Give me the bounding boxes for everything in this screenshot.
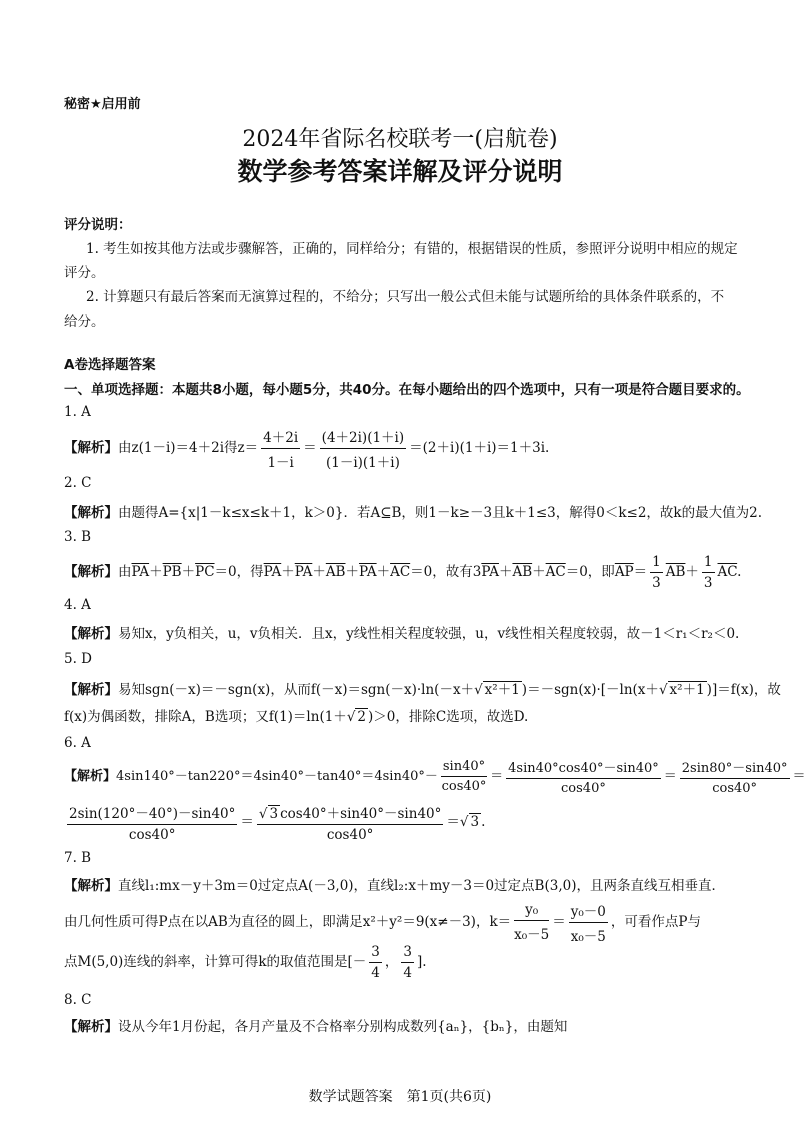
document-subtitle: 数学参考答案详解及评分说明 <box>237 157 563 186</box>
grading-rule-1-line-1: 1. 考生如按其他方法或步骤解答，正确的，同样给分；有错的，根据错误的性质，参照评分说明中相应的规定 <box>86 241 738 257</box>
analysis-6-line-2: $\frac{2\sin(120^\circ-40^\circ)-\sin 40^\circ}{\cos 40^\circ}$ ＝ $\frac{√ 3 \cos 40^\circ+\sin 40^\circ-\sin 40^\circ}{\cos 40^\circ}$ ＝√ 3 . <box>64 802 485 843</box>
fraction: $\frac{1}{3}$ <box>703 554 713 591</box>
analysis-5-line-1: 【解析】易知sgn(－x)＝－sgn(x)，从而f(－x)＝sgn(－x)·ln(－x＋√ x²＋1 )＝－sgn(x)·[－ln(x＋√ x²＋1 )]＝f(x)，故 <box>64 682 781 698</box>
fraction: $\frac{2\sin 80^\circ-\sin 40^\circ}{\cos 40^\circ}$ <box>680 757 790 796</box>
analysis-7-line-2: 由几何性质可得P点在以AB为直径的圆上，即满足x²＋y²＝9(x≠－3)，k＝ $\frac{\text{y₀}}{\text{x₀－5}}$ ＝ $\frac{\text{y₀－0}}{\text{x₀－5}}$ ，可看作点P与 <box>64 902 701 945</box>
fraction: $\frac{(4+2i)(1+i)}{(1-i)(1+i)}$ <box>320 426 406 471</box>
page-footer: 数学试题答案 第1页(共6页) <box>308 1089 492 1105</box>
analysis-3: 【解析】由$\overline{PA}+\overline{PB}+\overline{PC}=0$，得$\overline{PA}+\overline{PA}+\overline{AB}+\overline{PA}+\overline{AC}=0$，故有$3\overline{PA}+\overline{AB}+\overline{AC}=0$，即$\overline{AP}=$ $\frac{1}{3}$ $\overline{AB}+$ $\frac{1}{3}$ $\overline{AC}$. <box>64 554 742 591</box>
fraction: $\frac{3}{4}$ <box>371 944 380 981</box>
grading-heading: 评分说明： <box>64 217 132 233</box>
analysis-6-line-1: 【解析】4sin140°－tan220°＝4sin40°－tan40°＝4sin40°－ $\frac{\sin 40^\circ}{\cos 40^\circ}$ ＝ $\frac{4\sin 40^\circ\cos 40^\circ-\sin 40^\circ}{\cos 40^\circ}$ ＝ $\frac{2\sin 80^\circ-\sin 40^\circ}{\cos 40^\circ}$ ＝ <box>64 759 806 796</box>
analysis-4: 【解析】易知x，y负相关，u，v负相关．且x，y线性相关程度较强，u，v线性相关程度较弱，故－1＜r₁＜r₂＜0. <box>64 626 740 642</box>
grading-rule-2-line-2: 给分。 <box>64 314 105 330</box>
confidential-mark: 秘密★启用前 <box>64 97 141 112</box>
analysis-7-line-1: 【解析】直线l₁:mx－y＋3m＝0过定点A(－3,0)，直线l₂:x＋my－3＝0过定点B(3,0)，且两条直线互相垂直． <box>64 878 725 894</box>
fraction: $\frac{\text{y₀}}{\text{x₀－5}}$ <box>514 902 550 943</box>
grading-rule-1-line-2: 评分。 <box>64 265 105 281</box>
fraction: $\frac{\sin 40^\circ}{\cos 40^\circ}$ <box>441 759 487 794</box>
analysis-1: 【解析】由z(1－i)＝4＋2i得z＝ $\frac{4+2i}{1-i}$ ＝ $\frac{(4+2i)(1+i)}{(1-i)(1+i)}$ ＝(2＋i)(1＋i)＝1＋3i. <box>64 426 549 471</box>
answer-label-4: 4. A <box>64 597 91 613</box>
answer-label-7: 7. B <box>64 850 92 866</box>
answer-label-5: 5. D <box>64 651 92 667</box>
fraction: $\frac{√ 3 \cos 40^\circ+\sin 40^\circ-\sin 40^\circ}{\cos 40^\circ}$ <box>257 802 444 843</box>
analysis-tag: 【解析】 <box>64 440 118 456</box>
analysis-tag: 【解析】 <box>64 505 118 521</box>
answer-label-2: 2. C <box>64 475 92 491</box>
analysis-tag: 【解析】 <box>64 769 117 784</box>
answer-label-6: 6. A <box>64 735 91 751</box>
analysis-tag: 【解析】 <box>64 626 118 642</box>
fraction: $\frac{1}{3}$ <box>652 554 661 591</box>
analysis-7-line-3: 点M(5,0)连线的斜率，计算可得k的取值范围是[－ $\frac{3}{4}$ ， $\frac{3}{4}$ ]. <box>64 944 427 981</box>
grading-rule-2-line-1: 2. 计算题只有最后答案而无演算过程的，不给分；只写出一般公式但未能与试题所给的具体条件联系的，不 <box>86 289 725 305</box>
analysis-5-line-2: f(x)为偶函数，排除A，B选项；又f(1)＝ln(1＋√ 2 )＞0，排除C选项，故选D. <box>64 709 529 725</box>
fraction: $\frac{4+2i}{1-i}$ <box>261 426 300 471</box>
analysis-tag: 【解析】 <box>64 564 118 580</box>
fraction: $\frac{\text{y₀－0}}{\text{x₀－5}}$ <box>569 900 608 945</box>
analysis-tag: 【解析】 <box>64 878 118 894</box>
part-one-heading: 一、单项选择题：本题共8小题，每小题5分，共40分。在每小题给出的四个选项中，只有一项是符合题目要求的。 <box>64 382 750 398</box>
answer-label-8: 8. C <box>64 992 92 1008</box>
answer-label-3: 3. B <box>64 529 92 545</box>
analysis-2: 【解析】由题得A={x|1－k≤x≤k＋1，k＞0}．若A⊆B，则1－k≥－3且k＋1≤3，解得0＜k≤2，故k的最大值为2. <box>64 505 762 521</box>
analysis-tag: 【解析】 <box>64 682 118 698</box>
analysis-8: 【解析】设从今年1月份起，各月产量及不合格率分别构成数列{aₙ}，{bₙ}，由题知 <box>64 1019 568 1035</box>
analysis-tag: 【解析】 <box>64 1019 118 1035</box>
section-heading: A卷选择题答案 <box>64 357 156 373</box>
answer-label-1: 1. A <box>64 404 91 420</box>
fraction: $\frac{3}{4}$ <box>403 944 412 981</box>
exam-title: 2024年省际名校联考一(启航卷) <box>242 127 558 152</box>
fraction: $\frac{2\sin(120^\circ-40^\circ)-\sin 40^\circ}{\cos 40^\circ}$ <box>67 802 237 843</box>
fraction: $\frac{4\sin 40^\circ\cos 40^\circ-\sin 40^\circ}{\cos 40^\circ}$ <box>506 757 661 796</box>
